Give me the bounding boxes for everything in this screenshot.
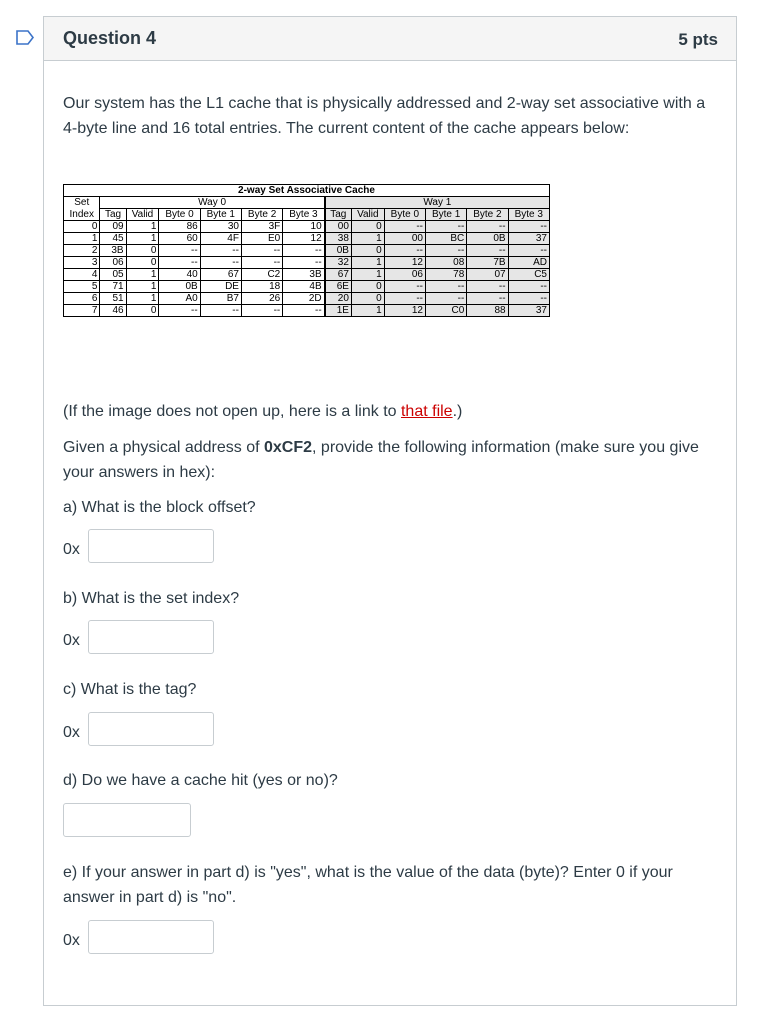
prefix-a: 0x — [63, 541, 80, 558]
cache-cell: 26 — [241, 293, 282, 305]
cache-cell: 78 — [426, 269, 467, 281]
cache-cell: 37 — [508, 233, 549, 245]
file-link[interactable]: that file — [400, 403, 453, 420]
cache-cell: 09 — [100, 221, 126, 233]
question-c: c) What is the tag? — [63, 681, 197, 698]
set-header: Set — [64, 197, 100, 209]
col-header: Tag — [100, 209, 126, 221]
cache-cell: -- — [159, 245, 200, 257]
cache-cell: -- — [159, 257, 200, 269]
question-a: a) What is the block offset? — [63, 499, 256, 516]
cache-cell: 88 — [467, 305, 508, 317]
cache-row — [64, 281, 550, 293]
cache-cell: 10 — [283, 221, 325, 233]
question-title: Question 4 — [63, 28, 157, 48]
way1-label: Way 1 — [325, 197, 550, 209]
col-header: Byte 3 — [283, 209, 325, 221]
cache-cell: -- — [426, 281, 467, 293]
cache-cell: 1 — [126, 293, 159, 305]
cache-cell: A0 — [159, 293, 200, 305]
cache-cell: 0 — [351, 293, 384, 305]
col-header: Byte 1 — [426, 209, 467, 221]
cache-cell: 5 — [64, 281, 100, 293]
cache-row — [64, 221, 550, 233]
link-note — [63, 399, 723, 424]
cache-cell: C0 — [426, 305, 467, 317]
cache-cell: 1 — [351, 233, 384, 245]
cache-cell: -- — [384, 245, 425, 257]
prefix-c: 0x — [63, 724, 80, 741]
cache-cell: 4F — [200, 233, 241, 245]
cache-cell: 3B — [283, 269, 325, 281]
answer-d-input[interactable] — [63, 803, 191, 837]
cache-cell: 1 — [64, 233, 100, 245]
cache-cell: 0 — [126, 245, 159, 257]
cache-cell: -- — [508, 281, 549, 293]
cache-cell: 71 — [100, 281, 126, 293]
cache-cell: C5 — [508, 269, 549, 281]
cache-cell: -- — [467, 245, 508, 257]
cache-cell: 45 — [100, 233, 126, 245]
question-card — [43, 16, 737, 1006]
cache-cell: 0 — [351, 245, 384, 257]
cache-cell: 0B — [159, 281, 200, 293]
cache-cell: 4B — [283, 281, 325, 293]
cache-row — [64, 245, 550, 257]
cache-cell: 00 — [384, 233, 425, 245]
answer-a-input[interactable] — [88, 529, 214, 563]
cache-cell: 08 — [426, 257, 467, 269]
question-b: b) What is the set index? — [63, 590, 240, 607]
cache-cell: -- — [467, 221, 508, 233]
cache-cell: 12 — [384, 257, 425, 269]
cache-cell: 0B — [325, 245, 352, 257]
cache-cell: B7 — [200, 293, 241, 305]
cache-cell: 1E — [325, 305, 352, 317]
cache-cell: 4 — [64, 269, 100, 281]
col-header: Byte 0 — [384, 209, 425, 221]
cache-cell: -- — [241, 305, 282, 317]
given-before: Given a physical address of — [63, 439, 264, 456]
col-header: Valid — [351, 209, 384, 221]
cache-cell: -- — [241, 245, 282, 257]
cache-cell: AD — [508, 257, 549, 269]
cache-cell: DE — [200, 281, 241, 293]
cache-cell: 2 — [64, 245, 100, 257]
cache-cell: 67 — [200, 269, 241, 281]
cache-row — [64, 293, 550, 305]
cache-cell: 38 — [325, 233, 352, 245]
cache-cell: 6E — [325, 281, 352, 293]
cache-cell: 12 — [384, 305, 425, 317]
cache-cell: -- — [384, 221, 425, 233]
col-header: Byte 2 — [467, 209, 508, 221]
cache-cell: 32 — [325, 257, 352, 269]
answer-c-input[interactable] — [88, 712, 214, 746]
cache-cell: -- — [283, 257, 325, 269]
cache-cell: 20 — [325, 293, 352, 305]
col-header: Byte 3 — [508, 209, 549, 221]
cache-cell: E0 — [241, 233, 282, 245]
cache-cell: 0 — [126, 305, 159, 317]
cache-cell: C2 — [241, 269, 282, 281]
cache-cell: 07 — [467, 269, 508, 281]
cache-cell: 06 — [384, 269, 425, 281]
cache-cell: 0 — [351, 281, 384, 293]
cache-cell: 30 — [200, 221, 241, 233]
cache-cell: 40 — [159, 269, 200, 281]
cache-body — [64, 221, 550, 317]
cache-row — [64, 257, 550, 269]
link-note-before: (If the image does not open up, here is a link to — [63, 403, 401, 420]
answer-b-input[interactable] — [88, 620, 214, 654]
given-text — [63, 435, 723, 485]
cache-cell: -- — [159, 305, 200, 317]
cache-cell: -- — [200, 257, 241, 269]
cache-cell: 0 — [351, 221, 384, 233]
cache-cell: 7B — [467, 257, 508, 269]
question-e: e) If your answer in part d) is "yes", what is the value of the data (byte)? Enter 0 if your answer in part d) is "no". — [63, 864, 673, 906]
question-d: d) Do we have a cache hit (yes or no)? — [63, 772, 338, 789]
cache-cell: 05 — [100, 269, 126, 281]
cache-cell: 3 — [64, 257, 100, 269]
col-header: Tag — [325, 209, 352, 221]
col-header: Byte 2 — [241, 209, 282, 221]
cache-cell: 06 — [100, 257, 126, 269]
cache-cell: 12 — [283, 233, 325, 245]
way0-label: Way 0 — [100, 197, 325, 209]
cache-cell: 46 — [100, 305, 126, 317]
cache-row — [64, 269, 550, 281]
cache-cell: 00 — [325, 221, 352, 233]
cache-cell: -- — [384, 293, 425, 305]
cache-cell: -- — [508, 245, 549, 257]
question-header — [44, 17, 736, 61]
cache-cell: 6 — [64, 293, 100, 305]
bookmark-flag-icon[interactable] — [16, 30, 34, 45]
cache-cell: 3B — [100, 245, 126, 257]
cache-table-title: 2-way Set Associative Cache — [64, 185, 550, 197]
cache-cell: -- — [426, 245, 467, 257]
cache-cell: 18 — [241, 281, 282, 293]
cache-cell: BC — [426, 233, 467, 245]
cache-cell: 1 — [126, 233, 159, 245]
cache-cell: -- — [241, 257, 282, 269]
cache-cell: -- — [426, 221, 467, 233]
cache-cell: 51 — [100, 293, 126, 305]
cache-cell: 1 — [126, 281, 159, 293]
cache-table — [63, 184, 550, 317]
link-note-after: .) — [452, 403, 463, 420]
cache-cell: 86 — [159, 221, 200, 233]
cache-cell: 37 — [508, 305, 549, 317]
prefix-e: 0x — [63, 932, 80, 949]
cache-cell: 67 — [325, 269, 352, 281]
col-header: Byte 0 — [159, 209, 200, 221]
given-after: , provide the following information (make sure you give your answers in hex): — [63, 439, 699, 481]
cache-cell: -- — [426, 293, 467, 305]
cache-cell: 1 — [126, 269, 159, 281]
index-header: Index — [64, 209, 100, 221]
cache-cell: 0B — [467, 233, 508, 245]
cache-cell: 1 — [351, 269, 384, 281]
prefix-b: 0x — [63, 632, 80, 649]
cache-cell: 3F — [241, 221, 282, 233]
cache-cell: 0 — [64, 221, 100, 233]
cache-cell: 1 — [126, 221, 159, 233]
cache-cell: -- — [200, 245, 241, 257]
cache-cell: 1 — [351, 257, 384, 269]
col-header: Byte 1 — [200, 209, 241, 221]
cache-row — [64, 305, 550, 317]
given-address: 0xCF2 — [264, 439, 313, 456]
cache-cell: -- — [384, 281, 425, 293]
cache-cell: -- — [508, 221, 549, 233]
question-points: 5 pts — [678, 30, 718, 49]
cache-row — [64, 233, 550, 245]
cache-cell: -- — [467, 281, 508, 293]
cache-cell: -- — [283, 305, 325, 317]
cache-cell: -- — [200, 305, 241, 317]
cache-cell: -- — [467, 293, 508, 305]
cache-cell: -- — [508, 293, 549, 305]
answer-e-input[interactable] — [88, 920, 214, 954]
cache-cell: 2D — [283, 293, 325, 305]
col-header: Valid — [126, 209, 159, 221]
cache-cell: 1 — [351, 305, 384, 317]
question-intro: Our system has the L1 cache that is physically addressed and 2-way set associative with a 4-byte line and 16 total entries. The current content of the cache appears below: — [63, 95, 706, 137]
cache-cell: -- — [283, 245, 325, 257]
cache-cell: 7 — [64, 305, 100, 317]
cache-cell: 60 — [159, 233, 200, 245]
cache-cell: 0 — [126, 257, 159, 269]
